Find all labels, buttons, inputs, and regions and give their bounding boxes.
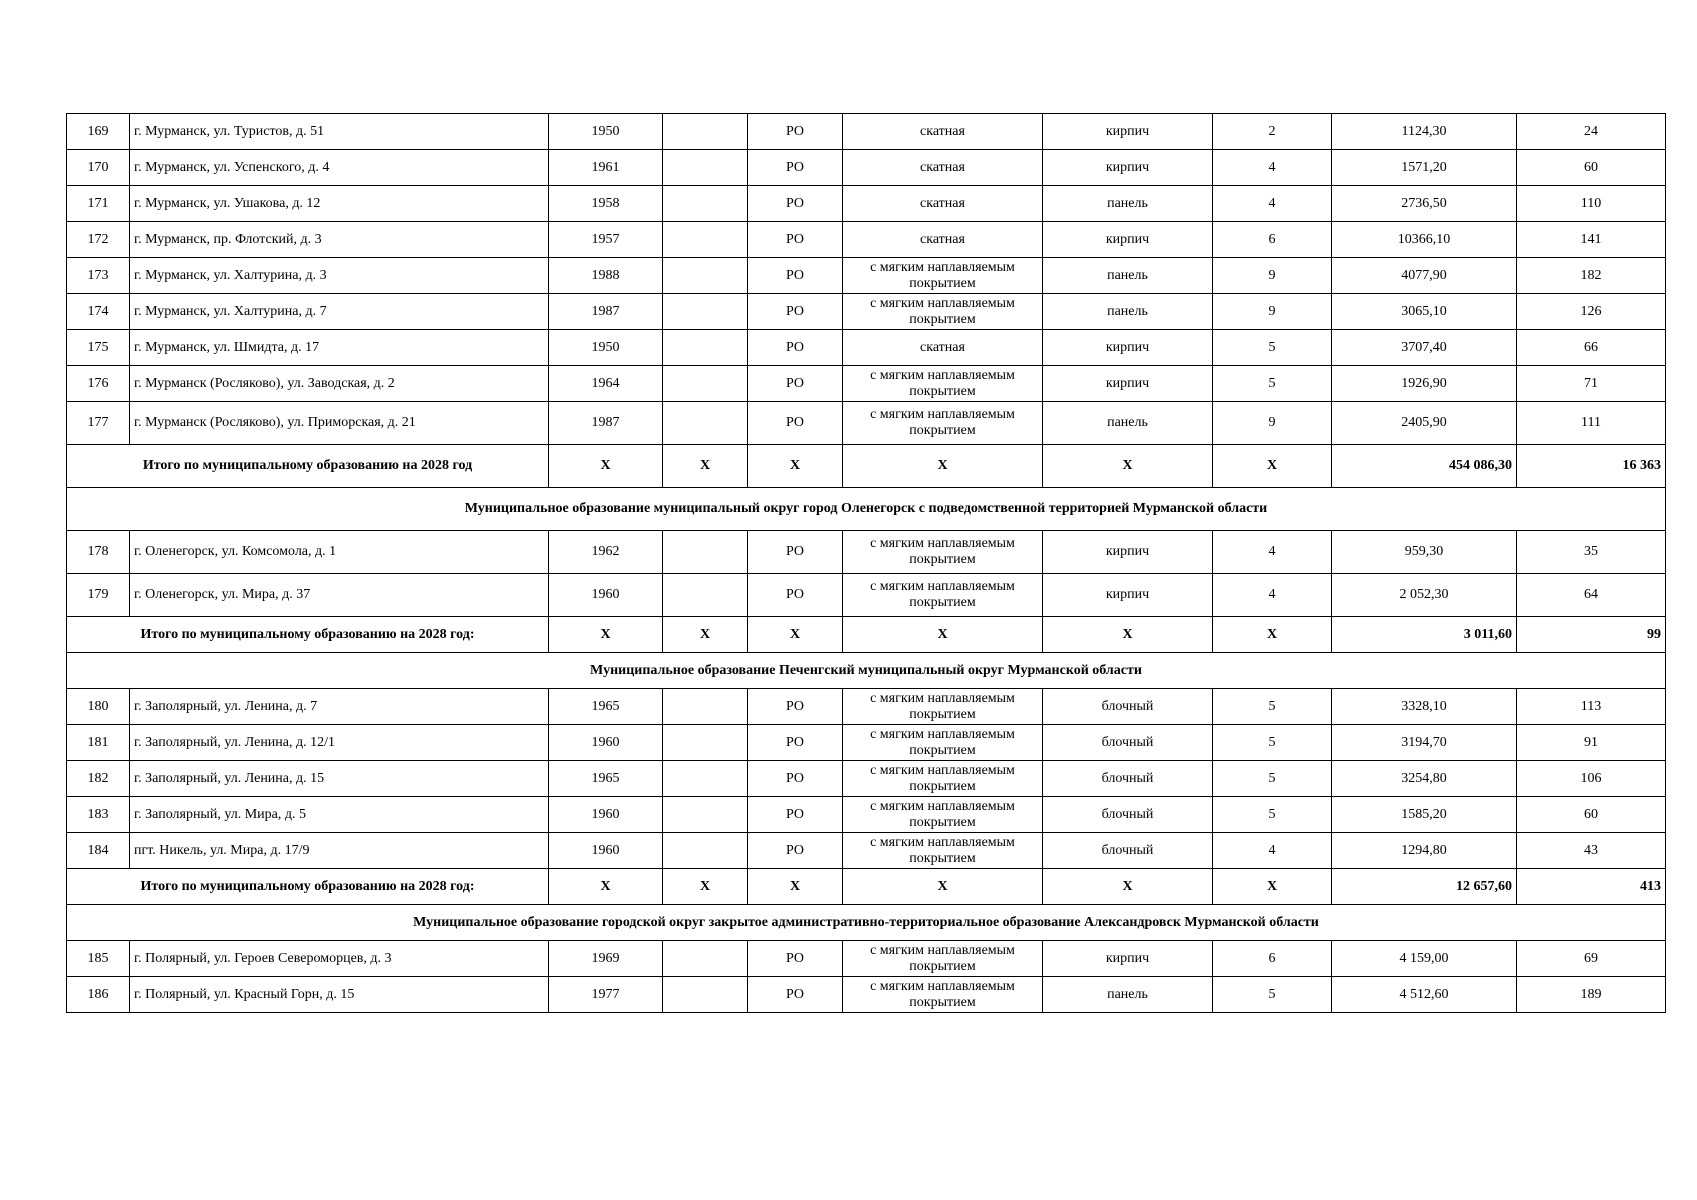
roof-type-cell: с мягким наплавляемым покрытием [843, 833, 1043, 869]
wall-material-cell: кирпич [1043, 150, 1213, 186]
section-title-cell: Муниципальное образование муниципальный округ город Оленегорск с подведомственной территорией Мурманской области [67, 488, 1666, 531]
residents-cell: 113 [1517, 689, 1666, 725]
total-area-cell: 12 657,60 [1332, 869, 1517, 905]
year-cell: 1961 [549, 150, 663, 186]
roof-type-cell: с мягким наплавляемым покрытием [843, 366, 1043, 402]
system-cell: РО [748, 977, 843, 1013]
system-cell: РО [748, 531, 843, 574]
address-cell: г. Заполярный, ул. Ленина, д. 15 [130, 761, 549, 797]
roof-type-cell: скатная [843, 330, 1043, 366]
wall-material-cell: панель [1043, 402, 1213, 445]
system-cell: РО [748, 574, 843, 617]
total-row [67, 617, 1666, 653]
row-number-cell: 181 [67, 725, 130, 761]
area-cell: 4 159,00 [1332, 941, 1517, 977]
row-number-cell: 179 [67, 574, 130, 617]
wall-material-cell: кирпич [1043, 531, 1213, 574]
empty-cell [663, 258, 748, 294]
floors-cell: 5 [1213, 797, 1332, 833]
floors-cell: 6 [1213, 222, 1332, 258]
wall-material-cell: кирпич [1043, 366, 1213, 402]
table-row [67, 689, 1666, 725]
x-mark-cell: X [549, 869, 663, 905]
year-cell: 1965 [549, 761, 663, 797]
empty-cell [663, 150, 748, 186]
address-cell: г. Мурманск, ул. Шмидта, д. 17 [130, 330, 549, 366]
row-number-cell: 176 [67, 366, 130, 402]
row-number-cell: 173 [67, 258, 130, 294]
system-cell: РО [748, 797, 843, 833]
floors-cell: 4 [1213, 186, 1332, 222]
floors-cell: 4 [1213, 574, 1332, 617]
area-cell: 3707,40 [1332, 330, 1517, 366]
x-mark-cell: X [843, 869, 1043, 905]
year-cell: 1962 [549, 531, 663, 574]
empty-cell [663, 797, 748, 833]
table-row [67, 797, 1666, 833]
empty-cell [663, 294, 748, 330]
residents-cell: 189 [1517, 977, 1666, 1013]
empty-cell [663, 186, 748, 222]
section-header-row [67, 905, 1666, 941]
roof-type-cell: с мягким наплавляемым покрытием [843, 294, 1043, 330]
area-cell: 1585,20 [1332, 797, 1517, 833]
row-number-cell: 186 [67, 977, 130, 1013]
row-number-cell: 185 [67, 941, 130, 977]
roof-type-cell: с мягким наплавляемым покрытием [843, 761, 1043, 797]
residents-cell: 141 [1517, 222, 1666, 258]
year-cell: 1958 [549, 186, 663, 222]
address-cell: г. Мурманск, ул. Успенского, д. 4 [130, 150, 549, 186]
wall-material-cell: кирпич [1043, 574, 1213, 617]
wall-material-cell: кирпич [1043, 941, 1213, 977]
system-cell: РО [748, 222, 843, 258]
address-cell: г. Мурманск, ул. Халтурина, д. 3 [130, 258, 549, 294]
x-mark-cell: X [1213, 445, 1332, 488]
section-header-row [67, 653, 1666, 689]
table-row [67, 330, 1666, 366]
residents-cell: 111 [1517, 402, 1666, 445]
floors-cell: 5 [1213, 366, 1332, 402]
row-number-cell: 182 [67, 761, 130, 797]
x-mark-cell: X [663, 617, 748, 653]
address-cell: г. Мурманск, ул. Ушакова, д. 12 [130, 186, 549, 222]
wall-material-cell: блочный [1043, 797, 1213, 833]
year-cell: 1969 [549, 941, 663, 977]
year-cell: 1964 [549, 366, 663, 402]
year-cell: 1977 [549, 977, 663, 1013]
residents-cell: 66 [1517, 330, 1666, 366]
system-cell: РО [748, 402, 843, 445]
wall-material-cell: кирпич [1043, 330, 1213, 366]
address-cell: г. Оленегорск, ул. Мира, д. 37 [130, 574, 549, 617]
residents-cell: 69 [1517, 941, 1666, 977]
total-label-cell: Итого по муниципальному образованию на 2028 год [67, 445, 549, 488]
residents-cell: 35 [1517, 531, 1666, 574]
area-cell: 959,30 [1332, 531, 1517, 574]
row-number-cell: 177 [67, 402, 130, 445]
row-number-cell: 174 [67, 294, 130, 330]
system-cell: РО [748, 150, 843, 186]
section-title-cell: Муниципальное образование Печенгский муниципальный округ Мурманской области [67, 653, 1666, 689]
housing-registry-table [66, 113, 1666, 1013]
x-mark-cell: X [549, 445, 663, 488]
residents-cell: 24 [1517, 114, 1666, 150]
address-cell: г. Полярный, ул. Героев Североморцев, д. 3 [130, 941, 549, 977]
roof-type-cell: с мягким наплавляемым покрытием [843, 402, 1043, 445]
x-mark-cell: X [1213, 869, 1332, 905]
table-row [67, 761, 1666, 797]
area-cell: 1571,20 [1332, 150, 1517, 186]
year-cell: 1987 [549, 402, 663, 445]
wall-material-cell: панель [1043, 258, 1213, 294]
address-cell: г. Заполярный, ул. Мира, д. 5 [130, 797, 549, 833]
roof-type-cell: скатная [843, 186, 1043, 222]
roof-type-cell: с мягким наплавляемым покрытием [843, 977, 1043, 1013]
floors-cell: 4 [1213, 833, 1332, 869]
floors-cell: 6 [1213, 941, 1332, 977]
system-cell: РО [748, 186, 843, 222]
empty-cell [663, 833, 748, 869]
address-cell: г. Мурманск, пр. Флотский, д. 3 [130, 222, 549, 258]
empty-cell [663, 689, 748, 725]
table-row [67, 114, 1666, 150]
x-mark-cell: X [663, 445, 748, 488]
section-header-row [67, 488, 1666, 531]
row-number-cell: 169 [67, 114, 130, 150]
empty-cell [663, 114, 748, 150]
area-cell: 1294,80 [1332, 833, 1517, 869]
total-residents-cell: 413 [1517, 869, 1666, 905]
floors-cell: 5 [1213, 689, 1332, 725]
row-number-cell: 184 [67, 833, 130, 869]
x-mark-cell: X [663, 869, 748, 905]
x-mark-cell: X [1043, 445, 1213, 488]
table-row [67, 366, 1666, 402]
area-cell: 2405,90 [1332, 402, 1517, 445]
empty-cell [663, 977, 748, 1013]
x-mark-cell: X [843, 445, 1043, 488]
x-mark-cell: X [748, 869, 843, 905]
area-cell: 2736,50 [1332, 186, 1517, 222]
x-mark-cell: X [1213, 617, 1332, 653]
section-title-cell: Муниципальное образование городской округ закрытое административно-территориальное образование Александровск Мурманской области [67, 905, 1666, 941]
wall-material-cell: блочный [1043, 761, 1213, 797]
row-number-cell: 178 [67, 531, 130, 574]
address-cell: г. Заполярный, ул. Ленина, д. 12/1 [130, 725, 549, 761]
floors-cell: 5 [1213, 725, 1332, 761]
empty-cell [663, 574, 748, 617]
table-row [67, 258, 1666, 294]
wall-material-cell: панель [1043, 186, 1213, 222]
floors-cell: 9 [1213, 258, 1332, 294]
floors-cell: 9 [1213, 402, 1332, 445]
empty-cell [663, 761, 748, 797]
floors-cell: 5 [1213, 761, 1332, 797]
residents-cell: 64 [1517, 574, 1666, 617]
x-mark-cell: X [843, 617, 1043, 653]
roof-type-cell: с мягким наплавляемым покрытием [843, 941, 1043, 977]
address-cell: г. Мурманск, ул. Туристов, д. 51 [130, 114, 549, 150]
system-cell: РО [748, 366, 843, 402]
empty-cell [663, 402, 748, 445]
empty-cell [663, 222, 748, 258]
floors-cell: 4 [1213, 150, 1332, 186]
wall-material-cell: блочный [1043, 833, 1213, 869]
system-cell: РО [748, 725, 843, 761]
system-cell: РО [748, 941, 843, 977]
total-residents-cell: 16 363 [1517, 445, 1666, 488]
table-row [67, 402, 1666, 445]
table-row [67, 222, 1666, 258]
area-cell: 3254,80 [1332, 761, 1517, 797]
area-cell: 4077,90 [1332, 258, 1517, 294]
address-cell: пгт. Никель, ул. Мира, д. 17/9 [130, 833, 549, 869]
area-cell: 3065,10 [1332, 294, 1517, 330]
system-cell: РО [748, 114, 843, 150]
floors-cell: 4 [1213, 531, 1332, 574]
area-cell: 2 052,30 [1332, 574, 1517, 617]
residents-cell: 126 [1517, 294, 1666, 330]
wall-material-cell: блочный [1043, 689, 1213, 725]
roof-type-cell: с мягким наплавляемым покрытием [843, 258, 1043, 294]
total-label-cell: Итого по муниципальному образованию на 2028 год: [67, 617, 549, 653]
system-cell: РО [748, 833, 843, 869]
year-cell: 1950 [549, 114, 663, 150]
year-cell: 1957 [549, 222, 663, 258]
address-cell: г. Мурманск (Росляково), ул. Заводская, д. 2 [130, 366, 549, 402]
residents-cell: 60 [1517, 797, 1666, 833]
table-row [67, 531, 1666, 574]
roof-type-cell: скатная [843, 222, 1043, 258]
year-cell: 1965 [549, 689, 663, 725]
year-cell: 1960 [549, 574, 663, 617]
address-cell: г. Мурманск (Росляково), ул. Приморская, д. 21 [130, 402, 549, 445]
residents-cell: 60 [1517, 150, 1666, 186]
x-mark-cell: X [748, 617, 843, 653]
total-row [67, 445, 1666, 488]
x-mark-cell: X [748, 445, 843, 488]
total-area-cell: 454 086,30 [1332, 445, 1517, 488]
x-mark-cell: X [1043, 617, 1213, 653]
area-cell: 3194,70 [1332, 725, 1517, 761]
roof-type-cell: с мягким наплавляемым покрытием [843, 574, 1043, 617]
empty-cell [663, 941, 748, 977]
floors-cell: 2 [1213, 114, 1332, 150]
system-cell: РО [748, 761, 843, 797]
table-row [67, 150, 1666, 186]
residents-cell: 106 [1517, 761, 1666, 797]
empty-cell [663, 531, 748, 574]
year-cell: 1960 [549, 833, 663, 869]
address-cell: г. Полярный, ул. Красный Горн, д. 15 [130, 977, 549, 1013]
wall-material-cell: блочный [1043, 725, 1213, 761]
year-cell: 1960 [549, 725, 663, 761]
year-cell: 1988 [549, 258, 663, 294]
row-number-cell: 180 [67, 689, 130, 725]
system-cell: РО [748, 330, 843, 366]
table-row [67, 977, 1666, 1013]
area-cell: 1124,30 [1332, 114, 1517, 150]
floors-cell: 5 [1213, 977, 1332, 1013]
table-row [67, 574, 1666, 617]
wall-material-cell: панель [1043, 977, 1213, 1013]
roof-type-cell: с мягким наплавляемым покрытием [843, 797, 1043, 833]
row-number-cell: 172 [67, 222, 130, 258]
system-cell: РО [748, 689, 843, 725]
roof-type-cell: скатная [843, 114, 1043, 150]
table-row [67, 833, 1666, 869]
row-number-cell: 183 [67, 797, 130, 833]
empty-cell [663, 366, 748, 402]
roof-type-cell: скатная [843, 150, 1043, 186]
residents-cell: 182 [1517, 258, 1666, 294]
table-row [67, 294, 1666, 330]
system-cell: РО [748, 294, 843, 330]
year-cell: 1987 [549, 294, 663, 330]
wall-material-cell: панель [1043, 294, 1213, 330]
wall-material-cell: кирпич [1043, 114, 1213, 150]
year-cell: 1960 [549, 797, 663, 833]
total-residents-cell: 99 [1517, 617, 1666, 653]
address-cell: г. Заполярный, ул. Ленина, д. 7 [130, 689, 549, 725]
table-row [67, 941, 1666, 977]
row-number-cell: 175 [67, 330, 130, 366]
x-mark-cell: X [549, 617, 663, 653]
x-mark-cell: X [1043, 869, 1213, 905]
roof-type-cell: с мягким наплавляемым покрытием [843, 725, 1043, 761]
table-row [67, 725, 1666, 761]
address-cell: г. Оленегорск, ул. Комсомола, д. 1 [130, 531, 549, 574]
row-number-cell: 171 [67, 186, 130, 222]
address-cell: г. Мурманск, ул. Халтурина, д. 7 [130, 294, 549, 330]
empty-cell [663, 330, 748, 366]
total-row [67, 869, 1666, 905]
residents-cell: 110 [1517, 186, 1666, 222]
empty-cell [663, 725, 748, 761]
floors-cell: 5 [1213, 330, 1332, 366]
total-area-cell: 3 011,60 [1332, 617, 1517, 653]
wall-material-cell: кирпич [1043, 222, 1213, 258]
residents-cell: 91 [1517, 725, 1666, 761]
area-cell: 1926,90 [1332, 366, 1517, 402]
roof-type-cell: с мягким наплавляемым покрытием [843, 689, 1043, 725]
row-number-cell: 170 [67, 150, 130, 186]
area-cell: 10366,10 [1332, 222, 1517, 258]
system-cell: РО [748, 258, 843, 294]
floors-cell: 9 [1213, 294, 1332, 330]
residents-cell: 43 [1517, 833, 1666, 869]
table-row [67, 186, 1666, 222]
area-cell: 3328,10 [1332, 689, 1517, 725]
roof-type-cell: с мягким наплавляемым покрытием [843, 531, 1043, 574]
residents-cell: 71 [1517, 366, 1666, 402]
year-cell: 1950 [549, 330, 663, 366]
total-label-cell: Итого по муниципальному образованию на 2028 год: [67, 869, 549, 905]
area-cell: 4 512,60 [1332, 977, 1517, 1013]
